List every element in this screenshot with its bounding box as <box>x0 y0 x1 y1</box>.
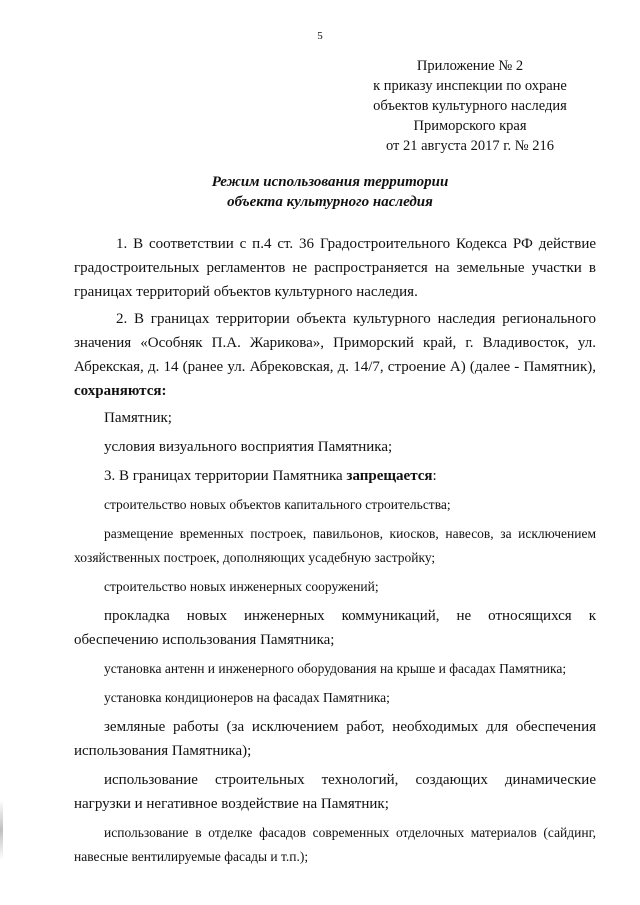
paragraph-3 <box>74 464 596 488</box>
preserved-item: условия визуального восприятия Памятника; <box>104 439 393 455</box>
appendix-date: от 21 августа 2017 г. № 216 <box>385 138 555 154</box>
scan-edge-shadow <box>0 800 3 860</box>
paragraph-3-colon: : <box>432 468 437 484</box>
appendix-region: Приморского края <box>413 118 527 134</box>
appendix-header <box>340 56 600 156</box>
prohibited-item: строительство новых инженерных сооружений; <box>104 579 379 594</box>
title-line-2: объекта культурного наследия <box>227 194 433 210</box>
appendix-inspection: объектов культурного наследия <box>373 98 567 114</box>
prohibited-item: установка антенн и инженерного оборудования на крыше и фасадах Памятника; <box>104 661 567 676</box>
appendix-number: Приложение № 2 <box>416 58 524 74</box>
preserved-item: Памятник; <box>104 410 172 426</box>
prohibited-item: размещение временных построек, павильонов, киосков, навесов, за исключением хозяйственных построек, дополняющих усадебную застройку; <box>74 526 596 565</box>
title-line-1: Режим использования территории <box>211 174 449 190</box>
prohibited-item: земляные работы (за исключением работ, необходимых для обеспечения использования Памятника); <box>74 719 596 759</box>
paragraph-2-keyword: сохраняются: <box>74 383 167 399</box>
paragraph-3-keyword: запрещается <box>346 468 433 484</box>
prohibited-item: строительство новых объектов капитального строительства; <box>104 497 451 512</box>
document-title <box>0 172 640 212</box>
appendix-order: к приказу инспекции по охране <box>373 78 567 94</box>
paragraph-1: 1. В соответствии с п.4 ст. 36 Градостроительного Кодекса РФ действие градостроительных регламентов не распространяется на земельные участки в границах территорий объектов культурного наследия. <box>74 236 596 300</box>
prohibited-item: прокладка новых инженерных коммуникаций, не относящихся к обеспечению использования Памятника; <box>74 608 596 648</box>
document-body <box>74 232 596 874</box>
page-number: 5 <box>317 30 323 42</box>
paragraph-3-text: 3. В границах территории Памятника <box>104 468 343 484</box>
prohibited-item: установка кондиционеров на фасадах Памятника; <box>104 690 390 705</box>
paragraph-2-text: 2. В границах территории объекта культурного наследия регионального значения «Особняк П.А. Жарикова», Приморский край, г. Владивосток, ул. Абрекская, д. 14 (ранее ул. Абрековская, д. 14/7, строение А) (далее - Памятник), <box>74 311 596 375</box>
prohibited-item: использование в отделке фасадов современных отделочных материалов (сайдинг, навесные вентилируемые фасады и т.п.); <box>74 825 596 864</box>
prohibited-item: использование строительных технологий, создающих динамические нагрузки и негативное воздействие на Памятник; <box>74 772 596 812</box>
paragraph-2 <box>74 307 596 403</box>
